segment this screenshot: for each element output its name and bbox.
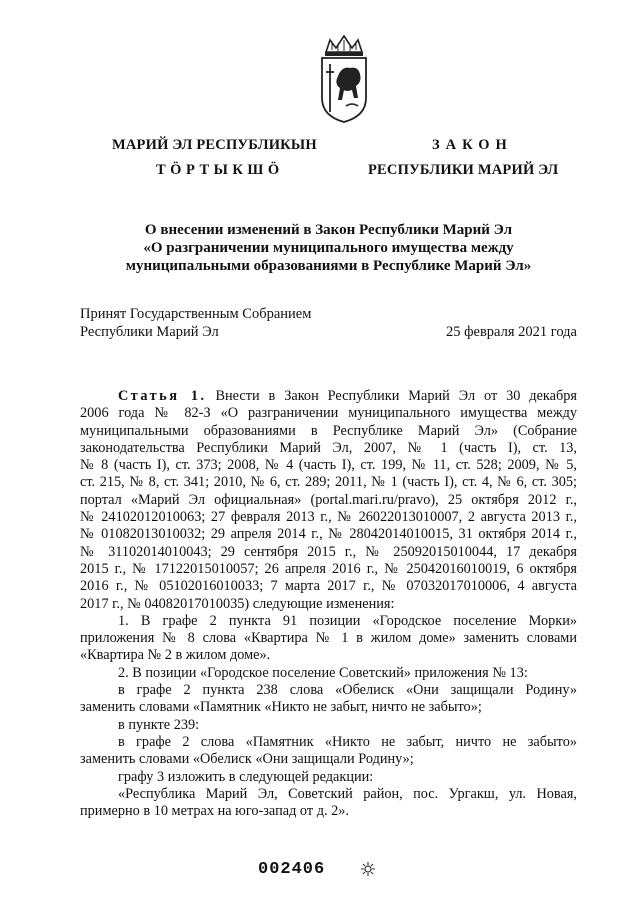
body-line-2: 2006 года № 82-З «О разграничении муниципального имущества между <box>80 405 577 422</box>
title-line1: О внесении изменений в Закон Республики Марий Эл <box>144 222 513 238</box>
body-line-10: № 31102014010043; 29 сентября 2015 г., № 25092015010044, 17 декабря <box>80 543 577 560</box>
adoption-line2: Республики Марий Эл <box>80 324 219 340</box>
article-label: Статья 1. <box>118 388 207 404</box>
title-line3: муниципальными образованиями в Республике Марий Эл» <box>125 258 532 274</box>
adoption-line1: Принят Государственным Собранием <box>80 306 312 322</box>
body-line-19: заменить словами «Памятник «Никто не забыт, ничто не забыто»; <box>80 699 482 716</box>
body-line-17: 2. В позиции «Городское поселение Советский» приложения № 13: <box>118 664 528 681</box>
body-line-11: 2015 г., № 17122015010057; 26 апреля 2016 г., № 25042016010019, 6 октября <box>80 560 577 577</box>
body-line-5: № 8 (часть I), ст. 373; 2008, № 4 (часть I), ст. 199, № 11, ст. 528; 2009, № 5, <box>80 457 577 474</box>
body-line-4: законодательства Республики Марий Эл, 2007, № 1 (часть I), ст. 13, <box>80 439 577 456</box>
body-line-1 <box>80 388 577 405</box>
body-line-9: № 01082013010032; 29 апреля 2014 г., № 28042014010015, 31 октября 2014 г., <box>80 526 577 543</box>
body-line-22: заменить словами «Обелиск «Они защищали Родину»; <box>80 751 414 768</box>
body-line-3: муниципальными образованиями в Республике Марий Эл» (Собрание <box>80 422 577 439</box>
body-line-8: № 24102012010063; 27 февраля 2013 г., № 26022013010007, 2 августа 2013 г., <box>80 509 577 526</box>
body-line-23: графу 3 изложить в следующей редакции: <box>118 768 374 785</box>
body-line-13: 2017 г., № 04082017010035) следующие изменения: <box>80 595 395 612</box>
body-line-7: портал «Марий Эл официальная» (portal.mari.ru/pravo), 25 октября 2012 г., <box>80 491 577 508</box>
serial-number: 002406 <box>258 860 326 879</box>
body-line-12: 2016 г., № 05102016010033; 7 марта 2017 г., № 07032017010006, 4 августа <box>80 578 577 595</box>
header-left-line1: МАРИЙ ЭЛ РЕСПУБЛИКЫН <box>112 137 317 153</box>
body-line-20: в пункте 239: <box>118 716 200 733</box>
law-body <box>80 388 577 820</box>
body-line-24: «Республика Марий Эл, Советский район, пос. Ургакш, ул. Новая, <box>118 785 577 802</box>
coat-of-arms-icon <box>316 32 372 124</box>
body-line-14: 1. В графе 2 пункта 91 позиции «Городское поселение Морки» <box>118 612 577 629</box>
body-line-25: примерно в 10 метрах на юго-запад от д. 2». <box>80 803 349 820</box>
title-line2: «О разграничении муниципального имущества между <box>143 240 514 256</box>
header-left-line2: ТӦРТЫКШӦ <box>156 162 284 178</box>
body-line-15: приложения № 8 слова «Квартира № 1 в жилом доме» заменить словами <box>80 630 577 647</box>
adoption-date: 25 февраля 2021 года <box>445 324 577 340</box>
header-right-line1: ЗАКОН <box>432 137 513 153</box>
body-line-18: в графе 2 пункта 238 слова «Обелиск «Они защищали Родину» <box>118 682 577 699</box>
body-line-16: «Квартира № 2 в жилом доме». <box>80 647 271 664</box>
ornament-icon <box>360 861 376 877</box>
body-line-21: в графе 2 слова «Памятник «Никто не забыт, ничто не забыто» <box>118 733 577 750</box>
header-right-line2: РЕСПУБЛИКИ МАРИЙ ЭЛ <box>368 162 559 178</box>
body-line-6: ст. 215, № 8, ст. 341; 2010, № 6, ст. 289; 2011, № 1 (часть I), ст. 4, № 6, ст. 305; <box>80 474 577 491</box>
article-text-start: Внести в Закон Республики Марий Эл от 30 декабря <box>215 388 578 404</box>
